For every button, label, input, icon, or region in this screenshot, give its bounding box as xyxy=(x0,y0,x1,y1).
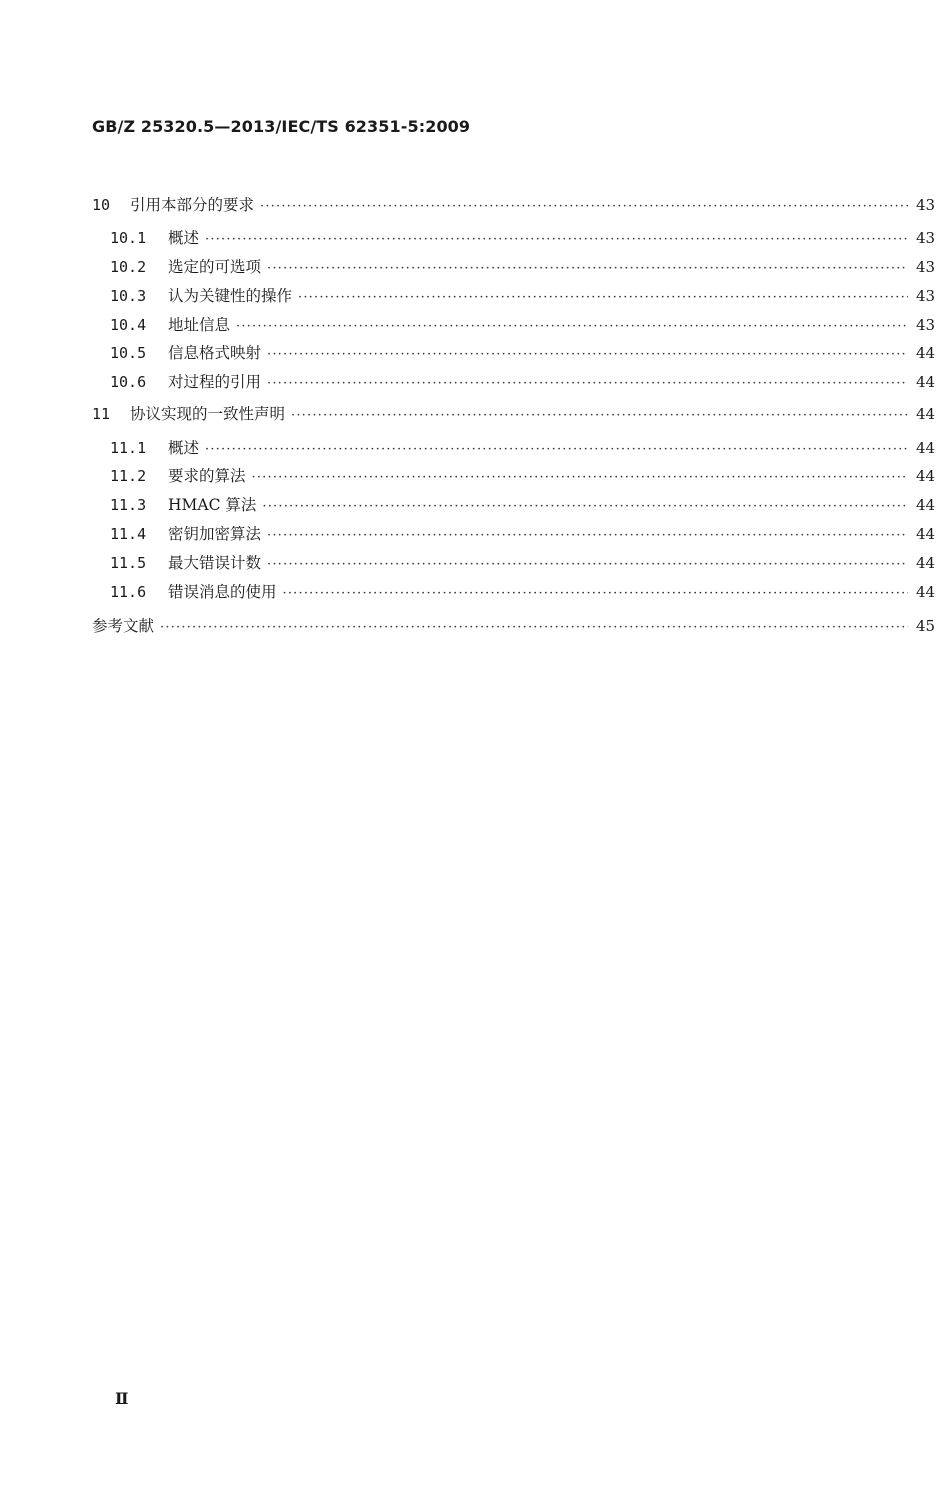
document-header: GB/Z 25320.5—2013/IEC/TS 62351-5:2009 xyxy=(92,117,471,136)
toc-entry-number: 10 xyxy=(92,196,111,214)
toc-entry-page: 44 xyxy=(916,583,936,601)
toc-leader-dots xyxy=(236,317,908,337)
toc-entry-page: 43 xyxy=(916,196,936,214)
toc-entry-number: 10.2 xyxy=(110,258,147,276)
toc-entry-title: 最大错误计数 xyxy=(168,554,262,572)
toc-entry-page: 43 xyxy=(916,258,936,276)
toc-entry-page: 44 xyxy=(916,373,936,391)
toc-entry-page: 43 xyxy=(916,316,936,334)
toc-entry-page: 44 xyxy=(916,405,936,423)
toc-entry-title: 对过程的引用 xyxy=(168,373,262,391)
toc-leader-dots xyxy=(267,555,908,575)
toc-entry-number: 11.4 xyxy=(110,525,147,543)
toc-entry-number: 10.5 xyxy=(110,344,147,362)
toc-entry[interactable] xyxy=(92,372,950,394)
toc-entry[interactable] xyxy=(92,616,950,638)
toc-entry-number: 11.5 xyxy=(110,554,147,572)
toc-entry-number: 11.2 xyxy=(110,467,147,485)
toc-entry-title: 认为关键性的操作 xyxy=(168,287,293,305)
toc-leader-dots xyxy=(252,468,908,488)
toc-entry-page: 44 xyxy=(916,496,936,514)
toc-entry[interactable] xyxy=(92,495,950,517)
toc-entry-number: 11.1 xyxy=(110,439,147,457)
toc-leader-dots xyxy=(262,497,908,517)
toc-entry[interactable] xyxy=(92,286,950,308)
toc-entry-number: 11 xyxy=(92,405,111,423)
toc-entry-number: 10.3 xyxy=(110,287,147,305)
toc-entry-title: 参考文献 xyxy=(92,617,155,635)
toc-entry-number: 10.4 xyxy=(110,316,147,334)
toc-entry[interactable] xyxy=(92,343,950,365)
toc-entry-number: 10.1 xyxy=(110,229,147,247)
toc-leader-dots xyxy=(298,288,908,308)
toc-entry-page: 44 xyxy=(916,344,936,362)
toc-entry-title: 协议实现的一致性声明 xyxy=(130,405,286,423)
toc-entry-page: 43 xyxy=(916,287,936,305)
toc-leader-dots xyxy=(267,345,908,365)
toc-entry-number: 11.6 xyxy=(110,583,147,601)
toc-entry-page: 44 xyxy=(916,554,936,572)
toc-leader-dots xyxy=(260,197,908,217)
toc-entry[interactable] xyxy=(92,195,950,217)
toc-entry[interactable] xyxy=(92,438,950,460)
toc-leader-dots xyxy=(160,618,908,638)
toc-entry[interactable] xyxy=(92,553,950,575)
toc-entry-title: 错误消息的使用 xyxy=(168,583,277,601)
toc-entry-title: 要求的算法 xyxy=(168,467,246,485)
toc-leader-dots xyxy=(267,259,908,279)
toc-entry[interactable] xyxy=(92,228,950,250)
toc-entry[interactable] xyxy=(92,257,950,279)
toc-entry-page: 45 xyxy=(916,617,936,635)
toc-entry-page: 44 xyxy=(916,439,936,457)
toc-entry-number: 11.3 xyxy=(110,496,147,514)
toc-entry[interactable] xyxy=(92,315,950,337)
toc-leader-dots xyxy=(267,374,908,394)
toc-entry-title: 概述 xyxy=(168,229,200,247)
toc-entry[interactable] xyxy=(92,404,950,426)
toc-entry[interactable] xyxy=(92,524,950,546)
toc-entry-page: 44 xyxy=(916,467,936,485)
page-number: Ⅱ xyxy=(115,1389,129,1408)
toc-entry-title: 引用本部分的要求 xyxy=(130,196,255,214)
toc-leader-dots xyxy=(205,440,908,460)
toc-leader-dots xyxy=(291,406,908,426)
toc-entry[interactable] xyxy=(92,582,950,604)
toc-entry-page: 44 xyxy=(916,525,936,543)
toc-entry-number: 10.6 xyxy=(110,373,147,391)
toc-leader-dots xyxy=(205,230,908,250)
toc-leader-dots xyxy=(283,584,908,604)
toc-entry-title: 信息格式映射 xyxy=(168,344,262,362)
toc-entry-title: 概述 xyxy=(168,439,200,457)
toc-leader-dots xyxy=(267,526,908,546)
toc-entry-page: 43 xyxy=(916,229,936,247)
toc-entry[interactable] xyxy=(92,466,950,488)
toc-entry-title: 密钥加密算法 xyxy=(168,525,262,543)
toc-entry-title: HMAC 算法 xyxy=(168,496,257,514)
toc-entry-title: 地址信息 xyxy=(168,316,231,334)
toc-entry-title: 选定的可选项 xyxy=(168,258,262,276)
